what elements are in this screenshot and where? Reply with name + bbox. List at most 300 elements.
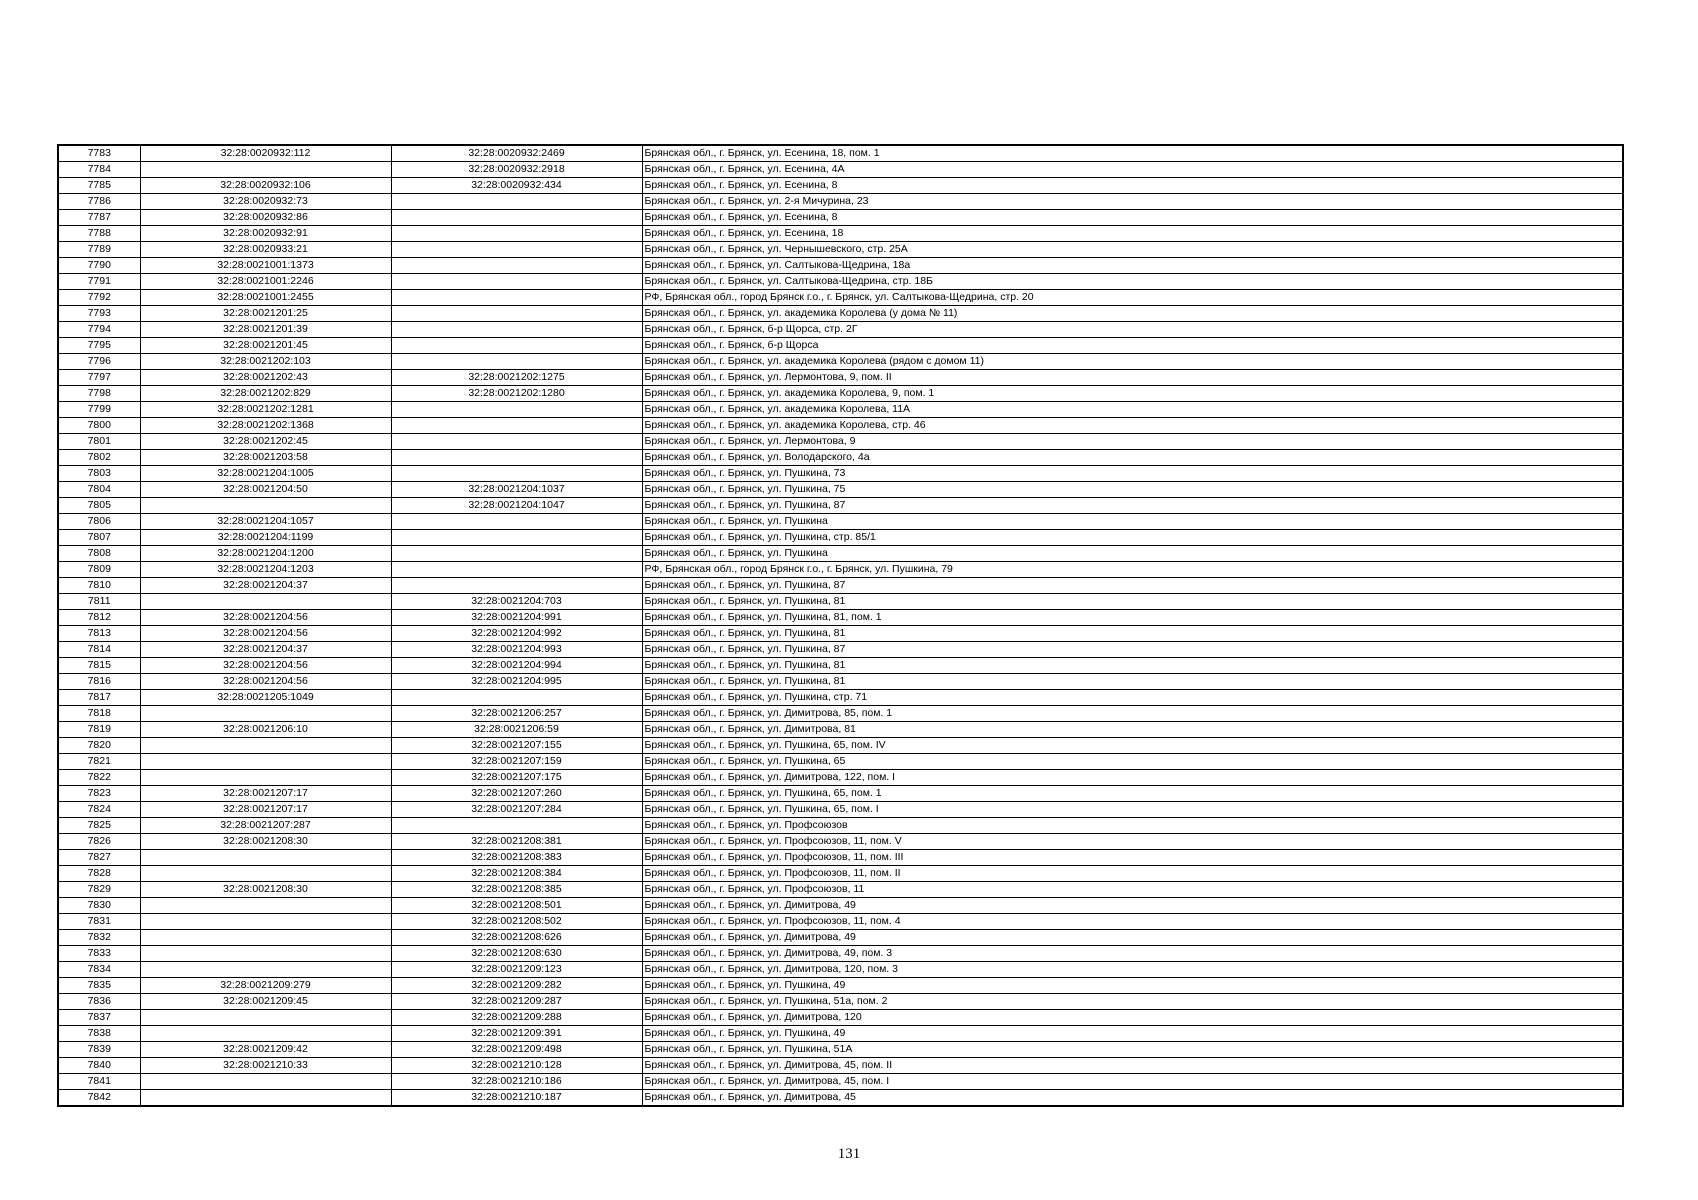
land-cadastral-number-cell: 32:28:0021202:1281 [140,402,391,418]
land-cadastral-number-cell: 32:28:0021202:1368 [140,418,391,434]
land-cadastral-number-cell: 32:28:0020933:21 [140,242,391,258]
row-number-cell: 7783 [58,145,140,162]
row-number-cell: 7787 [58,210,140,226]
building-cadastral-number-cell: 32:28:0021206:59 [391,722,642,738]
table-row [58,690,1623,706]
address-cell: Брянская обл., г. Брянск, ул. Профсоюзов, 11, пом. V [642,834,1623,850]
address-cell: Брянская обл., г. Брянск, ул. Пушкина, 81 [642,594,1623,610]
building-cadastral-number-cell: 32:28:0021206:257 [391,706,642,722]
building-cadastral-number-cell [391,290,642,306]
row-number-cell: 7839 [58,1042,140,1058]
table-row [58,674,1623,690]
table-row [58,354,1623,370]
row-number-cell: 7795 [58,338,140,354]
row-number-cell: 7798 [58,386,140,402]
building-cadastral-number-cell [391,466,642,482]
row-number-cell: 7800 [58,418,140,434]
building-cadastral-number-cell: 32:28:0021204:992 [391,626,642,642]
table-row [58,610,1623,626]
building-cadastral-number-cell [391,450,642,466]
address-cell: Брянская обл., г. Брянск, ул. Пушкина, 87 [642,578,1623,594]
land-cadastral-number-cell: 32:28:0021204:1200 [140,546,391,562]
building-cadastral-number-cell [391,562,642,578]
row-number-cell: 7814 [58,642,140,658]
address-cell: Брянская обл., г. Брянск, ул. Лермонтова, 9, пом. II [642,370,1623,386]
address-cell: Брянская обл., г. Брянск, ул. Пушкина, 87 [642,642,1623,658]
row-number-cell: 7805 [58,498,140,514]
table-row [58,994,1623,1010]
table-row [58,370,1623,386]
building-cadastral-number-cell: 32:28:0021208:501 [391,898,642,914]
land-cadastral-number-cell: 32:28:0021204:56 [140,626,391,642]
address-cell: Брянская обл., г. Брянск, ул. Пушкина, стр. 85/1 [642,530,1623,546]
table-row [58,162,1623,178]
row-number-cell: 7824 [58,802,140,818]
land-cadastral-number-cell [140,770,391,786]
table-row [58,738,1623,754]
table-row [58,498,1623,514]
table-row [58,914,1623,930]
address-cell: Брянская обл., г. Брянск, ул. Салтыкова-Щедрина, 18а [642,258,1623,274]
address-cell: Брянская обл., г. Брянск, ул. Профсоюзов, 11, пом. III [642,850,1623,866]
address-cell: Брянская обл., г. Брянск, ул. Димитрова, 85, пом. 1 [642,706,1623,722]
table-row [58,834,1623,850]
table-row [58,210,1623,226]
address-cell: РФ, Брянская обл., город Брянск г.о., г. Брянск, ул. Пушкина, 79 [642,562,1623,578]
address-cell: Брянская обл., г. Брянск, ул. Пушкина, стр. 71 [642,690,1623,706]
row-number-cell: 7840 [58,1058,140,1074]
land-cadastral-number-cell: 32:28:0021208:30 [140,882,391,898]
land-cadastral-number-cell: 32:28:0021204:56 [140,674,391,690]
address-cell: Брянская обл., г. Брянск, ул. Лермонтова, 9 [642,434,1623,450]
address-cell: Брянская обл., г. Брянск, ул. Есенина, 4А [642,162,1623,178]
building-cadastral-number-cell: 32:28:0021207:155 [391,738,642,754]
table-row [58,145,1623,162]
address-cell: РФ, Брянская обл., город Брянск г.о., г. Брянск, ул. Салтыкова-Щедрина, стр. 20 [642,290,1623,306]
land-cadastral-number-cell: 32:28:0021204:56 [140,610,391,626]
land-cadastral-number-cell: 32:28:0021204:1057 [140,514,391,530]
table-row [58,434,1623,450]
address-cell: Брянская обл., г. Брянск, ул. Пушкина, 65 [642,754,1623,770]
row-number-cell: 7804 [58,482,140,498]
building-cadastral-number-cell [391,258,642,274]
row-number-cell: 7803 [58,466,140,482]
land-cadastral-number-cell: 32:28:0021202:103 [140,354,391,370]
address-cell: Брянская обл., г. Брянск, ул. Димитрова, 45, пом. I [642,1074,1623,1090]
row-number-cell: 7802 [58,450,140,466]
row-number-cell: 7799 [58,402,140,418]
table-row [58,274,1623,290]
address-cell: Брянская обл., г. Брянск, ул. Пушкина, 49 [642,978,1623,994]
address-cell: Брянская обл., г. Брянск, ул. Димитрова, 49, пом. 3 [642,946,1623,962]
table-row [58,626,1623,642]
building-cadastral-number-cell [391,338,642,354]
address-cell: Брянская обл., г. Брянск, б-р Щорса, стр. 2Г [642,322,1623,338]
address-cell: Брянская обл., г. Брянск, ул. Пушкина, 65, пом. I [642,802,1623,818]
row-number-cell: 7806 [58,514,140,530]
land-cadastral-number-cell: 32:28:0021204:56 [140,658,391,674]
land-cadastral-number-cell [140,962,391,978]
address-cell: Брянская обл., г. Брянск, ул. академика Королева, стр. 46 [642,418,1623,434]
table-row [58,450,1623,466]
table-row [58,722,1623,738]
table-row [58,514,1623,530]
land-cadastral-number-cell [140,850,391,866]
building-cadastral-number-cell: 32:28:0021208:384 [391,866,642,882]
table-row [58,242,1623,258]
table-row [58,946,1623,962]
land-cadastral-number-cell: 32:28:0020932:86 [140,210,391,226]
address-cell: Брянская обл., г. Брянск, ул. Пушкина, 51А [642,1042,1623,1058]
land-cadastral-number-cell [140,914,391,930]
address-cell: Брянская обл., г. Брянск, ул. Димитрова, 49 [642,898,1623,914]
land-cadastral-number-cell [140,162,391,178]
address-cell: Брянская обл., г. Брянск, ул. Есенина, 18 [642,226,1623,242]
table-row [58,402,1623,418]
row-number-cell: 7807 [58,530,140,546]
building-cadastral-number-cell [391,690,642,706]
row-number-cell: 7826 [58,834,140,850]
building-cadastral-number-cell: 32:28:0021208:626 [391,930,642,946]
table-row [58,770,1623,786]
land-cadastral-number-cell: 32:28:0021207:287 [140,818,391,834]
building-cadastral-number-cell: 32:28:0021209:282 [391,978,642,994]
row-number-cell: 7810 [58,578,140,594]
building-cadastral-number-cell: 32:28:0021204:993 [391,642,642,658]
building-cadastral-number-cell [391,194,642,210]
address-cell: Брянская обл., г. Брянск, ул. академика Королева (у дома № 11) [642,306,1623,322]
land-cadastral-number-cell: 32:28:0021209:42 [140,1042,391,1058]
land-cadastral-number-cell: 32:28:0020932:73 [140,194,391,210]
row-number-cell: 7793 [58,306,140,322]
row-number-cell: 7813 [58,626,140,642]
address-cell: Брянская обл., г. Брянск, ул. Пушкина [642,546,1623,562]
row-number-cell: 7819 [58,722,140,738]
table-row [58,866,1623,882]
table-row [58,978,1623,994]
land-cadastral-number-cell: 32:28:0021209:279 [140,978,391,994]
address-cell: Брянская обл., г. Брянск, ул. Профсоюзов, 11 [642,882,1623,898]
row-number-cell: 7831 [58,914,140,930]
building-cadastral-number-cell: 32:28:0021208:381 [391,834,642,850]
address-cell: Брянская обл., г. Брянск, ул. Димитрова, 49 [642,930,1623,946]
land-cadastral-number-cell: 32:28:0021202:45 [140,434,391,450]
address-cell: Брянская обл., г. Брянск, ул. Пушкина, 87 [642,498,1623,514]
land-cadastral-number-cell: 32:28:0021202:43 [140,370,391,386]
address-cell: Брянская обл., г. Брянск, ул. Пушкина, 81, пом. 1 [642,610,1623,626]
land-cadastral-number-cell: 32:28:0021204:50 [140,482,391,498]
row-number-cell: 7823 [58,786,140,802]
table-row [58,466,1623,482]
row-number-cell: 7812 [58,610,140,626]
address-cell: Брянская обл., г. Брянск, ул. Димитрова, 45 [642,1090,1623,1107]
row-number-cell: 7837 [58,1010,140,1026]
building-cadastral-number-cell [391,322,642,338]
land-cadastral-number-cell: 32:28:0020932:106 [140,178,391,194]
land-cadastral-number-cell: 32:28:0021201:39 [140,322,391,338]
row-number-cell: 7836 [58,994,140,1010]
address-cell: Брянская обл., г. Брянск, ул. 2-я Мичурина, 23 [642,194,1623,210]
row-number-cell: 7791 [58,274,140,290]
building-cadastral-number-cell: 32:28:0021204:1047 [391,498,642,514]
address-cell: Брянская обл., г. Брянск, ул. Пушкина, 73 [642,466,1623,482]
row-number-cell: 7825 [58,818,140,834]
land-cadastral-number-cell: 32:28:0021204:37 [140,642,391,658]
land-cadastral-number-cell: 32:28:0021204:1005 [140,466,391,482]
building-cadastral-number-cell: 32:28:0021204:1037 [391,482,642,498]
address-cell: Брянская обл., г. Брянск, ул. Есенина, 8 [642,210,1623,226]
table-row [58,1058,1623,1074]
building-cadastral-number-cell: 32:28:0021209:498 [391,1042,642,1058]
building-cadastral-number-cell [391,514,642,530]
table-row [58,578,1623,594]
row-number-cell: 7784 [58,162,140,178]
row-number-cell: 7790 [58,258,140,274]
land-cadastral-number-cell [140,866,391,882]
land-cadastral-number-cell [140,946,391,962]
building-cadastral-number-cell [391,242,642,258]
row-number-cell: 7842 [58,1090,140,1107]
building-cadastral-number-cell: 32:28:0021208:630 [391,946,642,962]
address-cell: Брянская обл., г. Брянск, ул. Димитрова, 45, пом. II [642,1058,1623,1074]
building-cadastral-number-cell: 32:28:0021202:1275 [391,370,642,386]
table-row [58,594,1623,610]
page-number: 131 [837,1146,861,1162]
row-number-cell: 7829 [58,882,140,898]
building-cadastral-number-cell: 32:28:0021208:385 [391,882,642,898]
building-cadastral-number-cell: 32:28:0021208:502 [391,914,642,930]
land-cadastral-number-cell [140,498,391,514]
building-cadastral-number-cell: 32:28:0021209:288 [391,1010,642,1026]
address-cell: Брянская обл., г. Брянск, ул. Профсоюзов [642,818,1623,834]
table-row [58,930,1623,946]
table-row [58,338,1623,354]
row-number-cell: 7822 [58,770,140,786]
land-cadastral-number-cell: 32:28:0021201:45 [140,338,391,354]
row-number-cell: 7833 [58,946,140,962]
table-row [58,306,1623,322]
address-cell: Брянская обл., г. Брянск, ул. Пушкина, 81 [642,674,1623,690]
building-cadastral-number-cell: 32:28:0021209:287 [391,994,642,1010]
building-cadastral-number-cell [391,226,642,242]
building-cadastral-number-cell: 32:28:0021210:186 [391,1074,642,1090]
building-cadastral-number-cell [391,274,642,290]
address-cell: Брянская обл., г. Брянск, б-р Щорса [642,338,1623,354]
row-number-cell: 7841 [58,1074,140,1090]
land-cadastral-number-cell: 32:28:0021210:33 [140,1058,391,1074]
table-row [58,898,1623,914]
building-cadastral-number-cell [391,578,642,594]
row-number-cell: 7816 [58,674,140,690]
table-row [58,1026,1623,1042]
building-cadastral-number-cell: 32:28:0021210:187 [391,1090,642,1107]
building-cadastral-number-cell: 32:28:0020932:2469 [391,145,642,162]
land-cadastral-number-cell: 32:28:0021204:37 [140,578,391,594]
row-number-cell: 7808 [58,546,140,562]
land-cadastral-number-cell: 32:28:0021203:58 [140,450,391,466]
table-row [58,1010,1623,1026]
land-cadastral-number-cell [140,754,391,770]
address-cell: Брянская обл., г. Брянск, ул. Пушкина, 51а, пом. 2 [642,994,1623,1010]
row-number-cell: 7832 [58,930,140,946]
land-cadastral-number-cell [140,1090,391,1107]
land-cadastral-number-cell [140,1026,391,1042]
row-number-cell: 7789 [58,242,140,258]
address-cell: Брянская обл., г. Брянск, ул. Димитрова, 122, пом. I [642,770,1623,786]
row-number-cell: 7796 [58,354,140,370]
land-cadastral-number-cell: 32:28:0021001:2455 [140,290,391,306]
row-number-cell: 7820 [58,738,140,754]
address-cell: Брянская обл., г. Брянск, ул. Димитрова, 81 [642,722,1623,738]
land-cadastral-number-cell: 32:28:0021201:25 [140,306,391,322]
land-cadastral-number-cell: 32:28:0021207:17 [140,786,391,802]
address-cell: Брянская обл., г. Брянск, ул. Профсоюзов, 11, пом. 4 [642,914,1623,930]
address-cell: Брянская обл., г. Брянск, ул. Пушкина, 75 [642,482,1623,498]
building-cadastral-number-cell: 32:28:0020932:2918 [391,162,642,178]
row-number-cell: 7801 [58,434,140,450]
building-cadastral-number-cell: 32:28:0021207:175 [391,770,642,786]
address-cell: Брянская обл., г. Брянск, ул. Пушкина, 81 [642,626,1623,642]
building-cadastral-number-cell: 32:28:0021204:995 [391,674,642,690]
building-cadastral-number-cell [391,306,642,322]
land-cadastral-number-cell [140,706,391,722]
land-cadastral-number-cell: 32:28:0021206:10 [140,722,391,738]
land-cadastral-number-cell [140,1010,391,1026]
table-row [58,226,1623,242]
building-cadastral-number-cell [391,354,642,370]
building-cadastral-number-cell: 32:28:0021204:703 [391,594,642,610]
row-number-cell: 7786 [58,194,140,210]
building-cadastral-number-cell [391,818,642,834]
table-row [58,290,1623,306]
table-row [58,1074,1623,1090]
building-cadastral-number-cell: 32:28:0021204:991 [391,610,642,626]
row-number-cell: 7817 [58,690,140,706]
table-row [58,482,1623,498]
row-number-cell: 7797 [58,370,140,386]
building-cadastral-number-cell: 32:28:0021207:260 [391,786,642,802]
table-row [58,546,1623,562]
land-cadastral-number-cell [140,898,391,914]
row-number-cell: 7785 [58,178,140,194]
row-number-cell: 7821 [58,754,140,770]
building-cadastral-number-cell [391,546,642,562]
table-row [58,850,1623,866]
land-cadastral-number-cell: 32:28:0021208:30 [140,834,391,850]
address-cell: Брянская обл., г. Брянск, ул. академика Королева, 11А [642,402,1623,418]
land-cadastral-number-cell: 32:28:0020932:112 [140,145,391,162]
address-cell: Брянская обл., г. Брянск, ул. Есенина, 18, пом. 1 [642,145,1623,162]
address-cell: Брянская обл., г. Брянск, ул. Салтыкова-Щедрина, стр. 18Б [642,274,1623,290]
table-row [58,642,1623,658]
address-cell: Брянская обл., г. Брянск, ул. Пушкина, 49 [642,1026,1623,1042]
building-cadastral-number-cell [391,418,642,434]
land-cadastral-number-cell: 32:28:0021207:17 [140,802,391,818]
table-row [58,962,1623,978]
registry-table-body [58,145,1623,1106]
address-cell: Брянская обл., г. Брянск, ул. Пушкина [642,514,1623,530]
row-number-cell: 7835 [58,978,140,994]
address-cell: Брянская обл., г. Брянск, ул. Володарского, 4а [642,450,1623,466]
land-cadastral-number-cell [140,930,391,946]
row-number-cell: 7792 [58,290,140,306]
building-cadastral-number-cell [391,402,642,418]
land-cadastral-number-cell: 32:28:0021202:829 [140,386,391,402]
row-number-cell: 7834 [58,962,140,978]
address-cell: Брянская обл., г. Брянск, ул. Чернышевского, стр. 25А [642,242,1623,258]
table-row [58,418,1623,434]
address-cell: Брянская обл., г. Брянск, ул. Пушкина, 65, пом. 1 [642,786,1623,802]
land-cadastral-number-cell: 32:28:0021205:1049 [140,690,391,706]
row-number-cell: 7811 [58,594,140,610]
building-cadastral-number-cell: 32:28:0020932:434 [391,178,642,194]
table-row [58,1042,1623,1058]
row-number-cell: 7830 [58,898,140,914]
row-number-cell: 7794 [58,322,140,338]
building-cadastral-number-cell: 32:28:0021207:284 [391,802,642,818]
building-cadastral-number-cell: 32:28:0021210:128 [391,1058,642,1074]
building-cadastral-number-cell: 32:28:0021209:123 [391,962,642,978]
row-number-cell: 7788 [58,226,140,242]
table-row [58,706,1623,722]
table-row [58,258,1623,274]
registry-table [57,144,1624,1107]
address-cell: Брянская обл., г. Брянск, ул. Димитрова, 120 [642,1010,1623,1026]
row-number-cell: 7838 [58,1026,140,1042]
land-cadastral-number-cell: 32:28:0021001:1373 [140,258,391,274]
table-row [58,882,1623,898]
table-row [58,178,1623,194]
building-cadastral-number-cell [391,210,642,226]
table-row [58,1090,1623,1107]
land-cadastral-number-cell: 32:28:0021204:1203 [140,562,391,578]
land-cadastral-number-cell: 32:28:0021209:45 [140,994,391,1010]
table-row [58,818,1623,834]
row-number-cell: 7827 [58,850,140,866]
building-cadastral-number-cell [391,530,642,546]
address-cell: Брянская обл., г. Брянск, ул. Димитрова, 120, пом. 3 [642,962,1623,978]
building-cadastral-number-cell: 32:28:0021209:391 [391,1026,642,1042]
building-cadastral-number-cell: 32:28:0021208:383 [391,850,642,866]
row-number-cell: 7828 [58,866,140,882]
address-cell: Брянская обл., г. Брянск, ул. академика Королева, 9, пом. 1 [642,386,1623,402]
row-number-cell: 7809 [58,562,140,578]
land-cadastral-number-cell: 32:28:0021001:2246 [140,274,391,290]
land-cadastral-number-cell [140,738,391,754]
address-cell: Брянская обл., г. Брянск, ул. Профсоюзов, 11, пом. II [642,866,1623,882]
land-cadastral-number-cell [140,594,391,610]
table-row [58,786,1623,802]
land-cadastral-number-cell [140,1074,391,1090]
building-cadastral-number-cell: 32:28:0021204:994 [391,658,642,674]
table-row [58,386,1623,402]
table-row [58,658,1623,674]
land-cadastral-number-cell: 32:28:0021204:1199 [140,530,391,546]
table-row [58,530,1623,546]
table-row [58,194,1623,210]
address-cell: Брянская обл., г. Брянск, ул. Пушкина, 65, пом. IV [642,738,1623,754]
table-row [58,322,1623,338]
building-cadastral-number-cell: 32:28:0021202:1280 [391,386,642,402]
table-row [58,562,1623,578]
table-row [58,802,1623,818]
address-cell: Брянская обл., г. Брянск, ул. Пушкина, 81 [642,658,1623,674]
table-row [58,754,1623,770]
row-number-cell: 7815 [58,658,140,674]
building-cadastral-number-cell: 32:28:0021207:159 [391,754,642,770]
address-cell: Брянская обл., г. Брянск, ул. Есенина, 8 [642,178,1623,194]
address-cell: Брянская обл., г. Брянск, ул. академика Королева (рядом с домом 11) [642,354,1623,370]
